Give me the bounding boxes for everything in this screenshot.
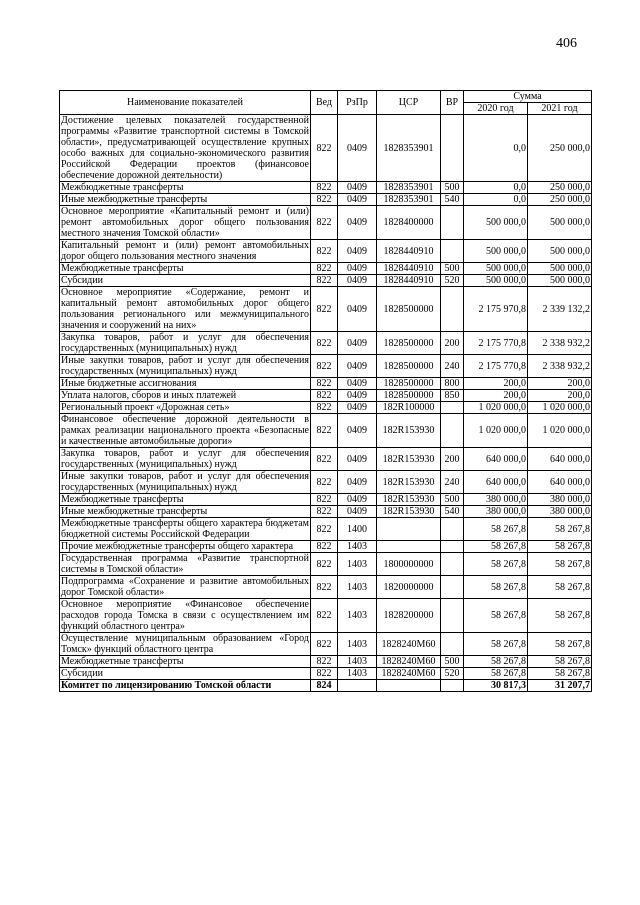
row-sum-2021: 2 338 932,2 <box>528 332 592 355</box>
row-csr: 1828353901 <box>377 194 441 206</box>
row-rzpr: 1403 <box>338 633 377 656</box>
row-sum-2021: 2 339 132,2 <box>528 287 592 332</box>
row-rzpr: 0409 <box>338 390 377 402</box>
row-name: Межбюджетные трансферты <box>60 656 311 668</box>
row-sum-2020: 500 000,0 <box>464 206 528 240</box>
row-name: Региональный проект «Дорожная сеть» <box>60 402 311 414</box>
row-rzpr: 1400 <box>338 518 377 541</box>
row-rzpr: 0409 <box>338 182 377 194</box>
row-ved: 824 <box>311 680 338 692</box>
row-sum-2021: 58 267,8 <box>528 668 592 680</box>
table-row <box>60 553 592 576</box>
row-ved: 822 <box>311 115 338 182</box>
page-number: 406 <box>556 36 577 51</box>
row-csr: 1828500000 <box>377 332 441 355</box>
row-rzpr: 1403 <box>338 656 377 668</box>
row-csr: 1828440910 <box>377 240 441 263</box>
row-csr: 182R153930 <box>377 494 441 506</box>
row-name: Закупка товаров, работ и услуг для обеспечения государственных (муниципальных) нужд <box>61 332 309 354</box>
row-sum-2021: 200,0 <box>528 390 592 402</box>
row-vr <box>441 599 464 633</box>
row-csr <box>377 518 441 541</box>
row-vr: 540 <box>441 506 464 518</box>
row-ved: 822 <box>311 206 338 240</box>
table-row <box>60 332 592 355</box>
row-sum-2020: 1 020 000,0 <box>464 402 528 414</box>
table-row <box>60 668 592 680</box>
row-sum-2021: 1 020 000,0 <box>528 414 592 448</box>
row-csr: 1828240M60 <box>377 656 441 668</box>
row-vr <box>441 402 464 414</box>
row-rzpr: 1403 <box>338 599 377 633</box>
row-csr: 1828500000 <box>377 355 441 378</box>
row-sum-2021: 380 000,0 <box>528 494 592 506</box>
row-name: Межбюджетные трансферты <box>60 182 311 194</box>
table-row <box>60 448 592 471</box>
row-sum-2021: 640 000,0 <box>528 448 592 471</box>
row-ved: 822 <box>311 471 338 494</box>
row-rzpr <box>338 680 377 692</box>
row-vr <box>441 553 464 576</box>
row-sum-2020: 380 000,0 <box>464 494 528 506</box>
row-ved: 822 <box>311 355 338 378</box>
row-sum-2021: 250 000,0 <box>528 115 592 182</box>
row-ved: 822 <box>311 518 338 541</box>
row-vr <box>441 287 464 332</box>
row-rzpr: 0409 <box>338 275 377 287</box>
row-vr <box>441 206 464 240</box>
row-sum-2020: 380 000,0 <box>464 506 528 518</box>
row-sum-2021: 200,0 <box>528 378 592 390</box>
row-ved: 822 <box>311 541 338 553</box>
row-name: Межбюджетные трансферты <box>60 263 311 275</box>
row-rzpr: 0409 <box>338 287 377 332</box>
row-sum-2021: 1 020 000,0 <box>528 402 592 414</box>
header-ved: Вед <box>311 91 338 115</box>
row-csr: 1828240M60 <box>377 668 441 680</box>
row-sum-2020: 2 175 770,8 <box>464 355 528 378</box>
row-ved: 822 <box>311 332 338 355</box>
row-sum-2020: 58 267,8 <box>464 576 528 599</box>
table-body <box>60 115 592 692</box>
row-sum-2021: 250 000,0 <box>528 194 592 206</box>
row-vr <box>441 115 464 182</box>
row-sum-2021: 31 207,7 <box>528 680 592 692</box>
row-name: Иные закупки товаров, работ и услуг для обеспечения государственных (муниципальных) нужд <box>61 471 309 493</box>
row-rzpr: 0409 <box>338 194 377 206</box>
table-row <box>60 355 592 378</box>
row-ved: 822 <box>311 633 338 656</box>
table-row <box>60 402 592 414</box>
table-row <box>60 518 592 541</box>
row-csr: 1828353901 <box>377 115 441 182</box>
header-csr: ЦСР <box>377 91 441 115</box>
row-sum-2020: 0,0 <box>464 182 528 194</box>
row-rzpr: 1403 <box>338 553 377 576</box>
row-name: Субсидии <box>60 668 311 680</box>
row-vr: 500 <box>441 656 464 668</box>
row-name: Иные бюджетные ассигнования <box>60 378 311 390</box>
row-sum-2021: 500 000,0 <box>528 206 592 240</box>
row-sum-2021: 2 338 932,2 <box>528 355 592 378</box>
row-sum-2020: 500 000,0 <box>464 240 528 263</box>
row-csr: 1828240M60 <box>377 633 441 656</box>
row-rzpr: 0409 <box>338 402 377 414</box>
header-rzpr: РзПр <box>338 91 377 115</box>
table-row <box>60 541 592 553</box>
table-row <box>60 206 592 240</box>
row-sum-2020: 58 267,8 <box>464 541 528 553</box>
row-rzpr: 0409 <box>338 332 377 355</box>
row-vr <box>441 576 464 599</box>
row-sum-2021: 58 267,8 <box>528 518 592 541</box>
budget-table <box>59 90 592 692</box>
row-vr: 200 <box>441 448 464 471</box>
row-rzpr: 0409 <box>338 378 377 390</box>
row-sum-2020: 58 267,8 <box>464 633 528 656</box>
row-csr: 1828440910 <box>377 275 441 287</box>
row-sum-2020: 640 000,0 <box>464 448 528 471</box>
row-rzpr: 0409 <box>338 115 377 182</box>
row-sum-2021: 250 000,0 <box>528 182 592 194</box>
row-name: Финансовое обеспечение дорожной деятельности в рамках реализации национального проекта «Безопасные и качественные автомобильные дороги» <box>61 414 309 447</box>
row-csr: 1828500000 <box>377 390 441 402</box>
row-sum-2020: 58 267,8 <box>464 599 528 633</box>
row-ved: 822 <box>311 263 338 275</box>
row-sum-2021: 500 000,0 <box>528 275 592 287</box>
table-row <box>60 576 592 599</box>
table-row <box>60 506 592 518</box>
row-ved: 822 <box>311 275 338 287</box>
row-sum-2020: 1 020 000,0 <box>464 414 528 448</box>
row-name: Субсидии <box>60 275 311 287</box>
table-row <box>60 240 592 263</box>
row-ved: 822 <box>311 656 338 668</box>
row-rzpr: 1403 <box>338 668 377 680</box>
row-rzpr: 0409 <box>338 414 377 448</box>
row-ved: 822 <box>311 506 338 518</box>
row-sum-2020: 58 267,8 <box>464 656 528 668</box>
row-sum-2021: 640 000,0 <box>528 471 592 494</box>
row-csr: 182R153930 <box>377 448 441 471</box>
row-vr: 520 <box>441 668 464 680</box>
row-sum-2021: 58 267,8 <box>528 656 592 668</box>
row-rzpr: 1403 <box>338 576 377 599</box>
row-sum-2020: 200,0 <box>464 390 528 402</box>
table-row <box>60 263 592 275</box>
row-sum-2020: 200,0 <box>464 378 528 390</box>
row-name: Уплата налогов, сборов и иных платежей <box>60 390 311 402</box>
row-sum-2021: 500 000,0 <box>528 263 592 275</box>
header-2020: 2020 год <box>464 103 528 115</box>
row-vr <box>441 518 464 541</box>
header-name: Наименование показателей <box>60 91 311 115</box>
row-sum-2020: 58 267,8 <box>464 553 528 576</box>
row-vr: 500 <box>441 494 464 506</box>
row-ved: 822 <box>311 378 338 390</box>
row-vr <box>441 633 464 656</box>
row-ved: 822 <box>311 402 338 414</box>
table-row <box>60 656 592 668</box>
row-csr: 182R100000 <box>377 402 441 414</box>
row-csr: 1828500000 <box>377 378 441 390</box>
row-vr: 200 <box>441 332 464 355</box>
row-csr <box>377 541 441 553</box>
row-name: Межбюджетные трансферты <box>60 494 311 506</box>
row-sum-2021: 500 000,0 <box>528 240 592 263</box>
row-name: Основное мероприятие «Содержание, ремонт и капитальный ремонт автомобильных дорог общего пользования регионального или межмуниципального значения и сооружений на них» <box>61 287 309 331</box>
row-ved: 822 <box>311 287 338 332</box>
table-row <box>60 680 592 692</box>
row-sum-2020: 58 267,8 <box>464 518 528 541</box>
table-row <box>60 378 592 390</box>
row-ved: 822 <box>311 494 338 506</box>
row-vr: 500 <box>441 182 464 194</box>
row-name: Закупка товаров, работ и услуг для обеспечения государственных (муниципальных) нужд <box>61 448 309 470</box>
row-name: Иные межбюджетные трансферты <box>60 506 311 518</box>
row-ved: 822 <box>311 448 338 471</box>
header-vr: ВР <box>441 91 464 115</box>
row-rzpr: 0409 <box>338 494 377 506</box>
row-name: Прочие межбюджетные трансферты общего характера <box>60 541 311 553</box>
header-row <box>60 91 592 103</box>
row-sum-2020: 0,0 <box>464 194 528 206</box>
table-row <box>60 182 592 194</box>
row-name: Государственная программа «Развитие транспортной системы в Томской области» <box>61 553 309 575</box>
row-rzpr: 0409 <box>338 263 377 275</box>
row-vr <box>441 680 464 692</box>
row-ved: 822 <box>311 599 338 633</box>
row-sum-2020: 500 000,0 <box>464 275 528 287</box>
row-vr: 500 <box>441 263 464 275</box>
row-name: Иные межбюджетные трансферты <box>60 194 311 206</box>
row-ved: 822 <box>311 668 338 680</box>
table-row <box>60 633 592 656</box>
row-name: Комитет по лицензированию Томской области <box>60 680 311 692</box>
row-ved: 822 <box>311 182 338 194</box>
row-csr: 1800000000 <box>377 553 441 576</box>
row-rzpr: 0409 <box>338 206 377 240</box>
table-row <box>60 471 592 494</box>
row-vr: 240 <box>441 355 464 378</box>
row-csr: 1828353901 <box>377 182 441 194</box>
table-row <box>60 390 592 402</box>
table-row <box>60 194 592 206</box>
row-csr: 1828400000 <box>377 206 441 240</box>
row-rzpr: 0409 <box>338 471 377 494</box>
table-row <box>60 599 592 633</box>
row-rzpr: 1403 <box>338 541 377 553</box>
table-row <box>60 414 592 448</box>
row-vr <box>441 414 464 448</box>
row-name: Межбюджетные трансферты общего характера бюджетам бюджетной системы Российской Федерации <box>61 518 309 540</box>
row-vr: 850 <box>441 390 464 402</box>
row-ved: 822 <box>311 194 338 206</box>
row-sum-2021: 380 000,0 <box>528 506 592 518</box>
row-name: Основное мероприятие «Капитальный ремонт и (или) ремонт автомобильных дорог общего пользования местного значения Томской области» <box>61 206 309 239</box>
row-csr: 182R153930 <box>377 414 441 448</box>
row-vr: 800 <box>441 378 464 390</box>
row-rzpr: 0409 <box>338 448 377 471</box>
row-vr: 520 <box>441 275 464 287</box>
row-sum-2021: 58 267,8 <box>528 576 592 599</box>
table-row <box>60 287 592 332</box>
row-name: Иные закупки товаров, работ и услуг для обеспечения государственных (муниципальных) нужд <box>61 355 309 377</box>
row-csr: 1820000000 <box>377 576 441 599</box>
row-rzpr: 0409 <box>338 355 377 378</box>
row-name: Основное мероприятие «Финансовое обеспечение расходов города Томска в связи с осуществлением им функций областного центра» <box>61 599 309 632</box>
row-ved: 822 <box>311 576 338 599</box>
table-row <box>60 494 592 506</box>
row-sum-2021: 58 267,8 <box>528 599 592 633</box>
row-csr: 1828500000 <box>377 287 441 332</box>
row-sum-2020: 2 175 770,8 <box>464 332 528 355</box>
row-sum-2021: 58 267,8 <box>528 633 592 656</box>
row-ved: 822 <box>311 414 338 448</box>
table-row <box>60 275 592 287</box>
row-csr <box>377 680 441 692</box>
table-row <box>60 115 592 182</box>
row-vr: 240 <box>441 471 464 494</box>
row-vr: 540 <box>441 194 464 206</box>
header-2021: 2021 год <box>528 103 592 115</box>
header-sum: Сумма <box>464 91 592 103</box>
row-name: Капитальный ремонт и (или) ремонт автомобильных дорог общего пользования местного значения <box>61 240 309 262</box>
row-csr: 1828200000 <box>377 599 441 633</box>
row-sum-2021: 58 267,8 <box>528 541 592 553</box>
row-sum-2020: 0,0 <box>464 115 528 182</box>
row-sum-2020: 30 817,3 <box>464 680 528 692</box>
row-name: Подпрограмма «Сохранение и развитие автомобильных дорог Томской области» <box>61 576 309 598</box>
row-csr: 182R153930 <box>377 471 441 494</box>
row-sum-2020: 2 175 970,8 <box>464 287 528 332</box>
row-name: Достижение целевых показателей государственной программы «Развитие транспортной системы в Томской области», предусматривающей осуществление крупных особо важных для социально-экономического развития Российской Федерации проектов (финансовое обеспечение дорожной деятельности) <box>61 115 309 181</box>
row-csr: 182R153930 <box>377 506 441 518</box>
row-sum-2020: 58 267,8 <box>464 668 528 680</box>
row-rzpr: 0409 <box>338 240 377 263</box>
row-vr <box>441 240 464 263</box>
row-ved: 822 <box>311 240 338 263</box>
row-sum-2021: 58 267,8 <box>528 553 592 576</box>
row-name: Осуществление муниципальным образованием «Город Томск» функций областного центра <box>61 633 309 655</box>
row-rzpr: 0409 <box>338 506 377 518</box>
row-csr: 1828440910 <box>377 263 441 275</box>
row-sum-2020: 640 000,0 <box>464 471 528 494</box>
row-sum-2020: 500 000,0 <box>464 263 528 275</box>
row-ved: 822 <box>311 553 338 576</box>
row-vr <box>441 541 464 553</box>
row-ved: 822 <box>311 390 338 402</box>
